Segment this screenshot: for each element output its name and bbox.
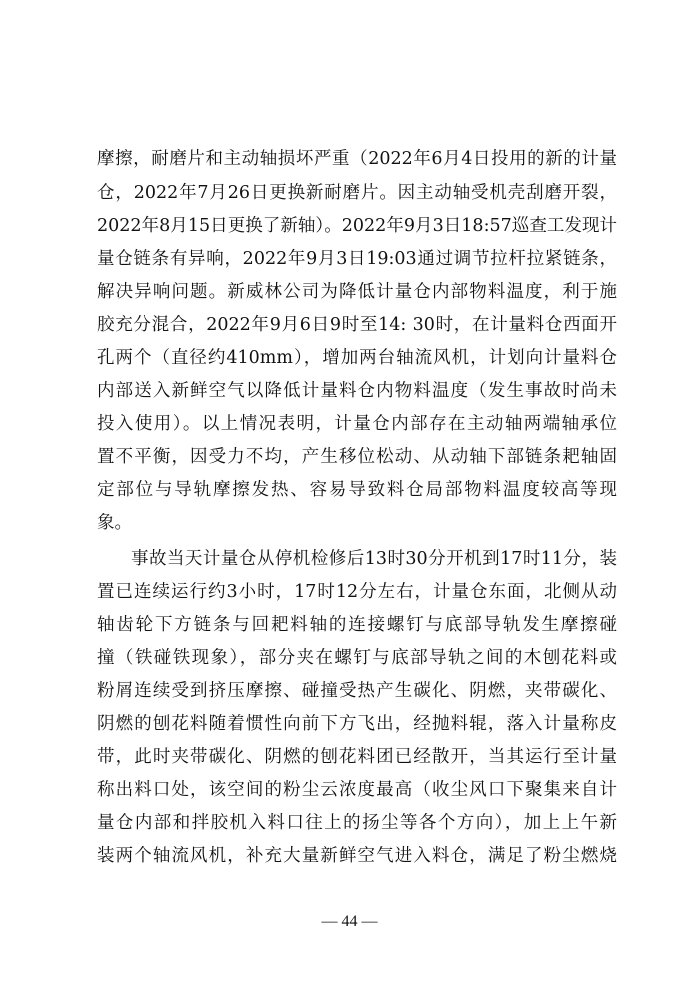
text-line: 摩擦，耐磨片和主动轴损坏严重（2022年6月4日投用的新的计量: [97, 149, 617, 169]
text-line: 带，此时夹带碳化、阴燃的刨花料团已经散开，当其运行至计量: [97, 747, 617, 767]
text-line: 象。: [97, 513, 132, 533]
text-line: 仓，2022年7月26日更换新耐磨片。因主动轴受机壳刮磨开裂，: [97, 183, 617, 203]
text-line: 置已连续运行约3小时，17时12分左右，计量仓东面，北侧从动: [97, 582, 617, 602]
text-line: 2022年8月15日更换了新轴）。2022年9月3日18:57巡查工发现计: [97, 216, 617, 236]
text-line: 量仓链条有异响，2022年9月3日19:03通过调节拉杆拉紧链条，: [97, 249, 617, 269]
text-line: 粉屑连续受到挤压摩擦、碰撞受热产生碳化、阴燃，夹带碳化、: [97, 681, 617, 701]
text-line: 投入使用）。以上情况表明，计量仓内部存在主动轴两端轴承位: [97, 414, 617, 434]
text-line: 阴燃的刨花料随着惯性向前下方飞出，经抛料辊，落入计量称皮: [97, 714, 617, 734]
text-line: 内部送入新鲜空气以降低计量料仓内物料温度（发生事故时尚未: [97, 381, 617, 401]
text-line: 孔两个（直径约410mm），增加两台轴流风机，计划向计量料仓: [97, 348, 617, 368]
text-line: 称出料口处，该空间的粉尘云浓度最高（收尘风口下聚集来自计: [97, 780, 617, 800]
text-line: 胶充分混合，2022年9月6日9时至14: 30时，在计量料仓西面开: [97, 315, 617, 335]
text-line: 解决异响问题。新威林公司为降低计量仓内部物料温度，利于施: [97, 282, 617, 302]
text-line: 装两个轴流风机，补充大量新鲜空气进入料仓，满足了粉尘燃烧: [97, 846, 617, 866]
text-line: 事故当天计量仓从停机检修后13时30分开机到17时11分，装: [131, 549, 617, 569]
page-number: — 44 —: [321, 913, 378, 930]
text-line: 置不平衡，因受力不均，产生移位松动、从动轴下部链条耙轴固: [97, 447, 617, 467]
text-line: 轴齿轮下方链条与回耙料轴的连接螺钉与底部导轨发生摩擦碰: [97, 615, 617, 635]
text-line: 定部位与导轨摩擦发热、容易导致料仓局部物料温度较高等现: [97, 480, 617, 500]
text-line: 撞（铁碰铁现象），部分夹在螺钉与底部导轨之间的木刨花料或: [97, 648, 617, 668]
text-line: 量仓内部和拌胶机入料口往上的扬尘等各个方向），加上上午新: [97, 813, 617, 833]
